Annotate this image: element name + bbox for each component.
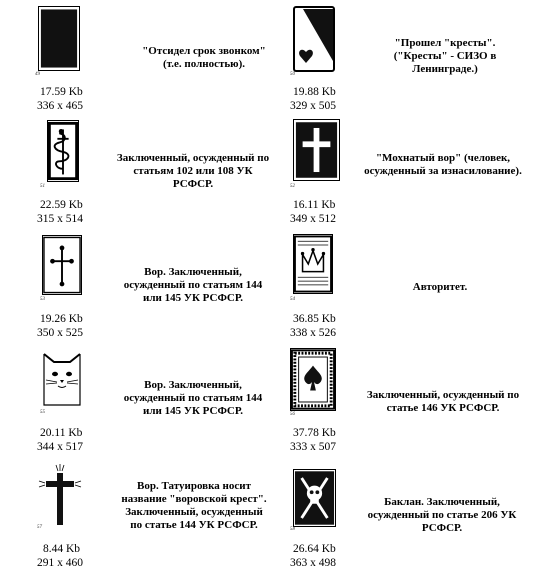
cat-face-card-icon[interactable] bbox=[42, 352, 82, 407]
figure-number: 58 bbox=[290, 527, 295, 532]
file-size: 26.64 Kb bbox=[293, 543, 336, 555]
figure-number: 56 bbox=[290, 412, 295, 417]
crown-card-icon[interactable] bbox=[293, 234, 333, 294]
file-size: 8.44 Kb bbox=[43, 543, 81, 555]
file-size: 19.88 Kb bbox=[293, 86, 336, 98]
file-size: 36.85 Kb bbox=[293, 313, 336, 325]
tattoo-caption: Авторитет. bbox=[412, 281, 468, 293]
tattoo-caption: Заключенный, осужденный по статье 146 УК РСФСР. bbox=[366, 389, 520, 414]
skull-crossbones-card-icon[interactable] bbox=[293, 469, 336, 527]
tattoo-caption: Вор. Татуировка носит название "воровской крест". Заключенный, осужденный по статье 144 УК РСФСР. bbox=[121, 480, 267, 531]
figure-number: 52 bbox=[290, 184, 295, 189]
tattoo-caption: Вор. Заключенный, осужденный по статьям 144 или 145 УК РСФСР. bbox=[123, 379, 263, 417]
snake-dagger-card-icon[interactable] bbox=[47, 120, 79, 182]
image-dimensions: 363 x 498 bbox=[290, 557, 336, 569]
image-dimensions: 338 x 526 bbox=[290, 327, 336, 339]
file-size: 20.11 Kb bbox=[40, 427, 83, 439]
thieves-cross-icon[interactable] bbox=[37, 463, 83, 527]
tattoo-caption: Баклан. Заключенный, осужденный по статье 206 УК РСФСР. bbox=[367, 496, 517, 534]
image-dimensions: 336 x 465 bbox=[37, 100, 83, 112]
tattoo-caption: Вор. Заключенный, осужденный по статьям 144 или 145 УК РСФСР. bbox=[123, 266, 263, 304]
image-dimensions: 350 x 525 bbox=[37, 327, 83, 339]
trefoil-cross-card-icon[interactable] bbox=[42, 235, 82, 295]
white-cross-card-icon[interactable] bbox=[293, 119, 340, 181]
spade-card-icon[interactable] bbox=[290, 348, 336, 411]
file-size: 16.11 Kb bbox=[293, 199, 336, 211]
figure-number: 51 bbox=[40, 184, 45, 189]
file-size: 22.59 Kb bbox=[40, 199, 83, 211]
black-filled-card-icon[interactable] bbox=[38, 6, 80, 71]
tattoo-caption: "Мохнатый вор" (человек, осужденный за изнасилование). bbox=[364, 152, 522, 177]
heart-diagonal-card-icon[interactable] bbox=[293, 6, 335, 72]
file-size: 37.78 Kb bbox=[293, 427, 336, 439]
tattoo-caption: Заключенный, осужденный по статьям 102 или 108 УК РСФСР. bbox=[116, 152, 270, 190]
image-dimensions: 315 x 514 bbox=[37, 213, 83, 225]
figure-number: 49 bbox=[35, 72, 40, 77]
image-dimensions: 329 x 505 bbox=[290, 100, 336, 112]
image-dimensions: 344 x 517 bbox=[37, 441, 83, 453]
image-dimensions: 333 x 507 bbox=[290, 441, 336, 453]
figure-number: 57 bbox=[37, 525, 42, 530]
figure-number: 55 bbox=[40, 410, 45, 415]
image-dimensions: 291 x 460 bbox=[37, 557, 83, 569]
file-size: 19.26 Kb bbox=[40, 313, 83, 325]
tattoo-caption: "Прошел "кресты". ("Кресты" - СИЗО в Ленинграде.) bbox=[393, 37, 497, 75]
figure-number: 54 bbox=[290, 297, 295, 302]
figure-number: 53 bbox=[40, 297, 45, 302]
file-size: 17.59 Kb bbox=[40, 86, 83, 98]
figure-number: 50 bbox=[290, 72, 295, 77]
image-dimensions: 349 x 512 bbox=[290, 213, 336, 225]
tattoo-caption: "Отсидел срок звонком" (т.е. полностью). bbox=[142, 45, 266, 70]
